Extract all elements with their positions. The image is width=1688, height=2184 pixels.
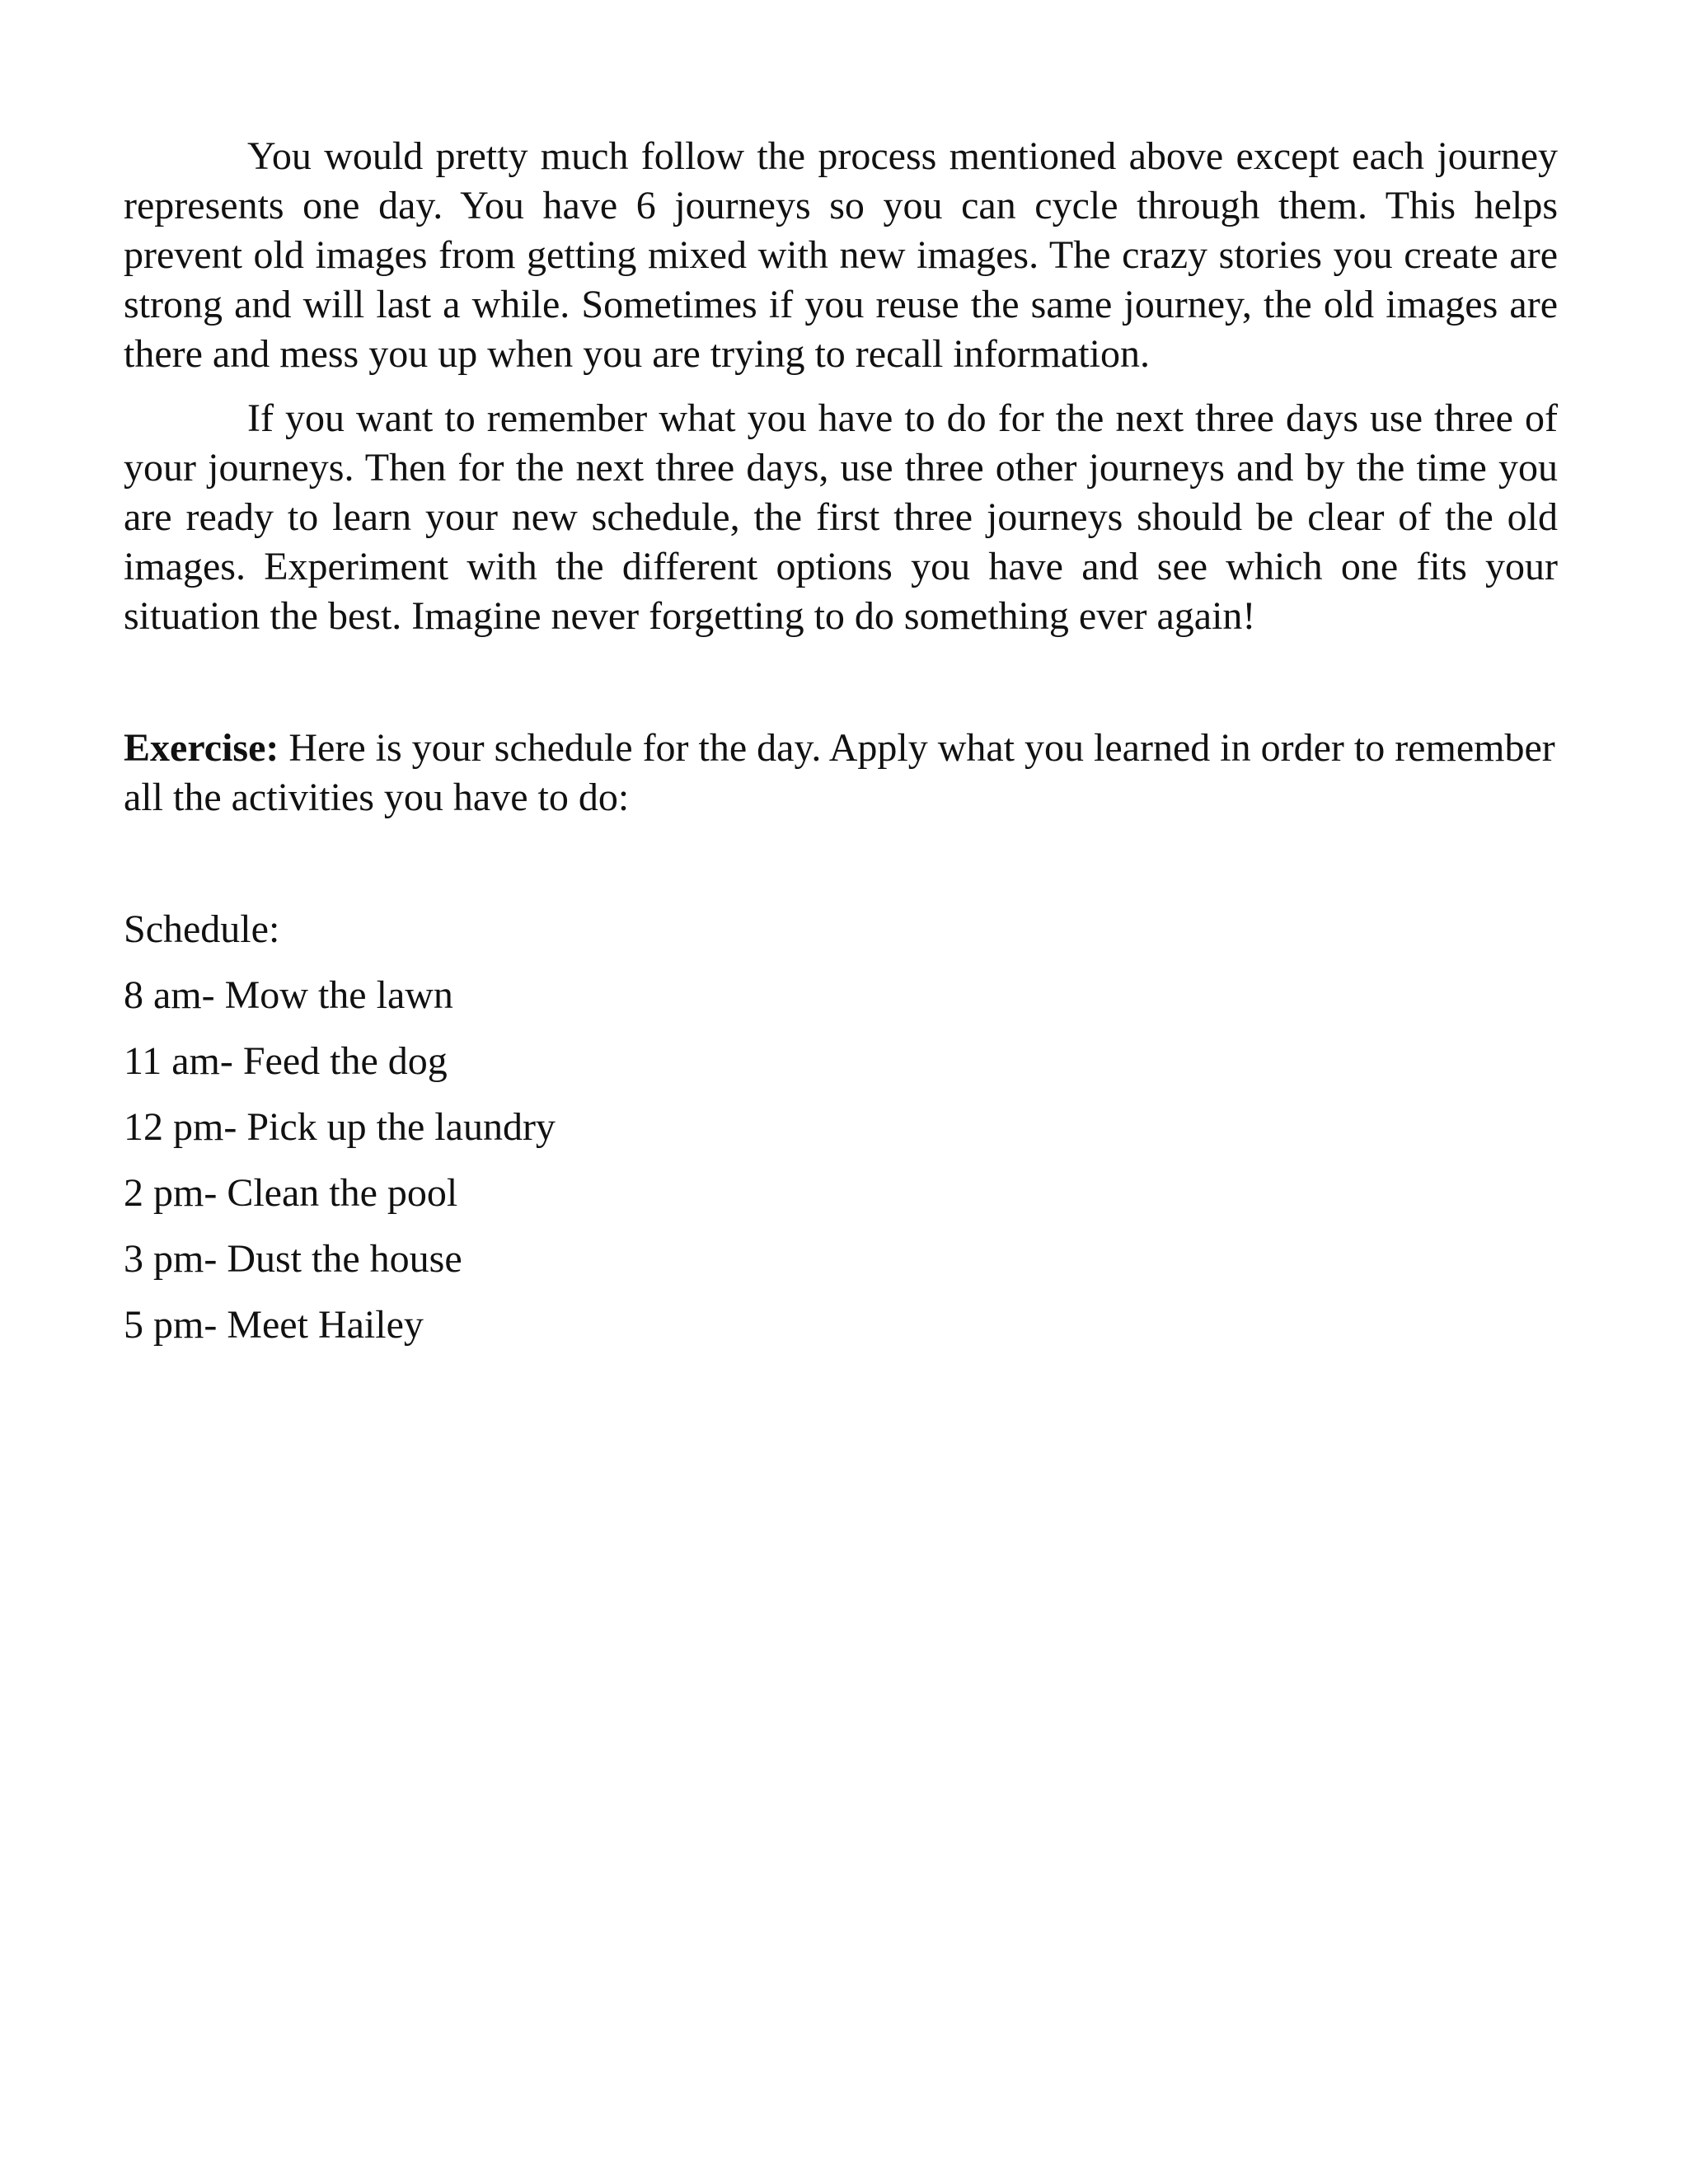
body-paragraph: If you want to remember what you have to do for the next three days use three of your journeys. Then for the next three days, use three other journeys and by the time you are ready to learn your new schedule, the first three journeys should be clear of the old images. Experiment with the different options you have and see which one fits your situation the best. Imagine never forgetting to do something ever again! xyxy=(124,396,1558,638)
body-paragraph: You would pretty much follow the process mentioned above except each journey represents one day. You have 6 journeys so you can cycle through them. This helps prevent old images from getting mixed with new images. The crazy stories you create are strong and will last a while. Sometimes if you reuse the same journey, the old images are there and mess you up when you are trying to recall information. xyxy=(124,134,1558,376)
schedule-item: 5 pm- Meet Hailey xyxy=(124,1303,424,1347)
exercise-text: Here is your schedule for the day. Apply what you learned in order to remember all the activities you have to do: xyxy=(124,726,1555,819)
schedule-item: 8 am- Mow the lawn xyxy=(124,973,453,1017)
exercise-label: Exercise: xyxy=(124,726,279,770)
schedule-title: Schedule: xyxy=(124,907,280,951)
schedule-item: 11 am- Feed the dog xyxy=(124,1039,448,1083)
exercise-paragraph xyxy=(124,724,1558,823)
schedule-item: 3 pm- Dust the house xyxy=(124,1237,462,1281)
schedule-item: 12 pm- Pick up the laundry xyxy=(124,1105,556,1149)
schedule-item: 2 pm- Clean the pool xyxy=(124,1171,458,1215)
schedule-list xyxy=(124,971,1558,1350)
page-content xyxy=(124,132,1558,1366)
